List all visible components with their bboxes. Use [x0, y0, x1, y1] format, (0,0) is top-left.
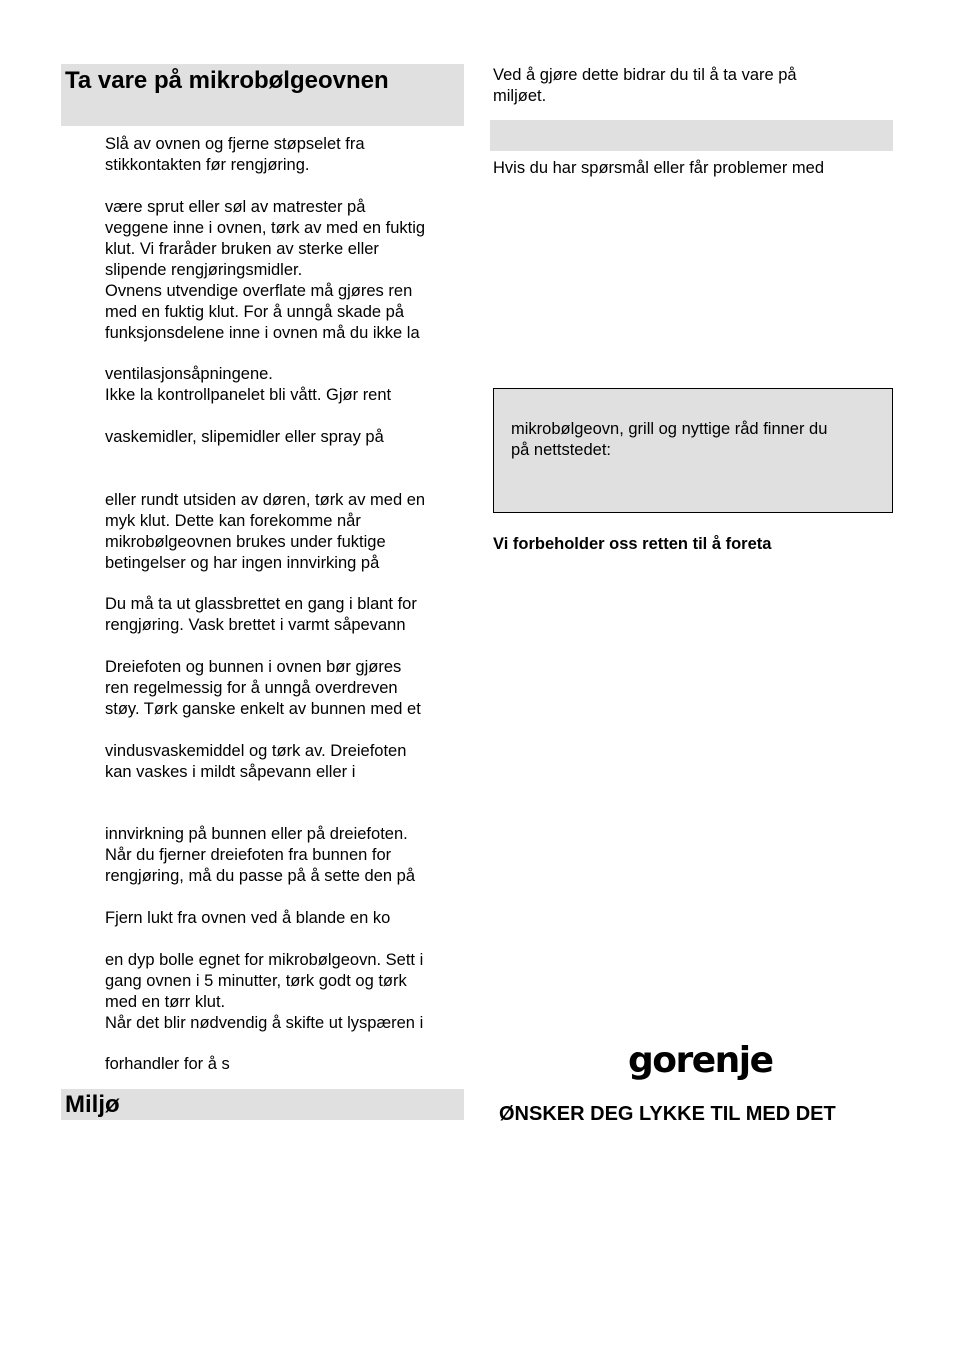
care-paragraph-5 [105, 490, 425, 574]
text-line: innvirkning på bunnen eller på dreiefoten. [105, 825, 408, 843]
text-line: Fjern lukt fra ovnen ved å blande en ko [105, 909, 391, 927]
text-line: Hvis du har spørsmål eller får problemer med [493, 159, 825, 177]
text-line: Du må ta ut glassbrettet en gang i blant for [105, 595, 417, 613]
care-paragraph-9 [105, 824, 415, 887]
reserve-notice [493, 534, 771, 555]
text-line: ren regelmessig for å unngå overdreven [105, 679, 398, 697]
text-line: betingelser og har ingen innvirking på [105, 554, 380, 572]
text-line: miljøet. [493, 87, 547, 105]
care-paragraph-10 [105, 908, 390, 929]
text-line: Slå av ovnen og fjerne støpselet fra [105, 135, 365, 153]
text-line: mikrobølgeovnen brukes under fuktige [105, 533, 386, 551]
text-line: veggene inne i ovnen, tørk av med en fuktig [105, 219, 426, 237]
closing-message: ØNSKER DEG LYKKE TIL MED DET [499, 1103, 836, 1125]
care-paragraph-4 [105, 427, 384, 448]
care-paragraph-11 [105, 950, 423, 1034]
text-line: med en fuktig klut. For å unngå skade på [105, 303, 405, 321]
text-line: rengjøring. Vask brettet i varmt såpevann [105, 616, 406, 634]
text-line: kan vaskes i mildt såpevann eller i [105, 763, 356, 781]
text-line: være sprut eller søl av matrester på [105, 198, 366, 216]
text-line: Når du fjerner dreiefoten fra bunnen for [105, 846, 392, 864]
care-paragraph-8 [105, 741, 406, 783]
text-line: på nettstedet: [511, 441, 611, 459]
text-line: eller rundt utsiden av døren, tørk av med en [105, 491, 426, 509]
text-line: en dyp bolle egnet for mikrobølgeovn. Sett i [105, 951, 424, 969]
text-line: klut. Vi fraråder bruken av sterke eller [105, 240, 379, 258]
section-heading-environment [61, 1089, 464, 1120]
care-paragraph-12 [105, 1054, 230, 1075]
text-line: gang ovnen i 5 minutter, tørk godt og tørk [105, 972, 407, 990]
text-line: rengjøring, må du passe på å sette den på [105, 867, 416, 885]
gorenje-logo: gorenje [628, 1040, 773, 1081]
text-line: Når det blir nødvendig å skifte ut lyspæren i [105, 1014, 424, 1032]
care-paragraph-3 [105, 364, 391, 406]
text-line: vaskemidler, slipemidler eller spray på [105, 428, 384, 446]
care-paragraph-6 [105, 594, 417, 636]
care-paragraph-2 [105, 197, 425, 344]
text-line: Ikke la kontrollpanelet bli vått. Gjør rent [105, 386, 392, 404]
text-line: støy. Tørk ganske enkelt av bunnen med et [105, 700, 421, 718]
care-paragraph-1 [105, 134, 365, 176]
section-title: Miljø [65, 1091, 120, 1118]
text-line: Ved å gjøre dette bidrar du til å ta vare på [493, 66, 797, 84]
support-question [493, 158, 824, 179]
info-box [493, 388, 893, 513]
environment-intro [493, 65, 797, 107]
text-line: mikrobølgeovn, grill og nyttige råd finner du [511, 420, 828, 438]
care-paragraph-7 [105, 657, 421, 720]
text-line: med en tørr klut. [105, 993, 226, 1011]
text-line: funksjonsdelene inne i ovnen må du ikke la [105, 324, 420, 342]
text-line: stikkontakten før rengjøring. [105, 156, 310, 174]
text-line: Dreiefoten og bunnen i ovnen bør gjøres [105, 658, 402, 676]
text-line: ventilasjonsåpningene. [105, 365, 273, 383]
text-line: vindusvaskemiddel og tørk av. Dreiefoten [105, 742, 407, 760]
text-line: Ovnens utvendige overflate må gjøres ren [105, 282, 413, 300]
text-line: myk klut. Dette kan forekomme når [105, 512, 361, 530]
page-title: Ta vare på mikrobølgeovnen [65, 67, 389, 94]
text-line: slipende rengjøringsmidler. [105, 261, 303, 279]
text-line: Vi forbeholder oss retten til å foreta [493, 535, 772, 553]
section-heading-bar [490, 120, 893, 151]
section-heading-care [61, 64, 464, 126]
text-line: forhandler for å s [105, 1055, 230, 1073]
